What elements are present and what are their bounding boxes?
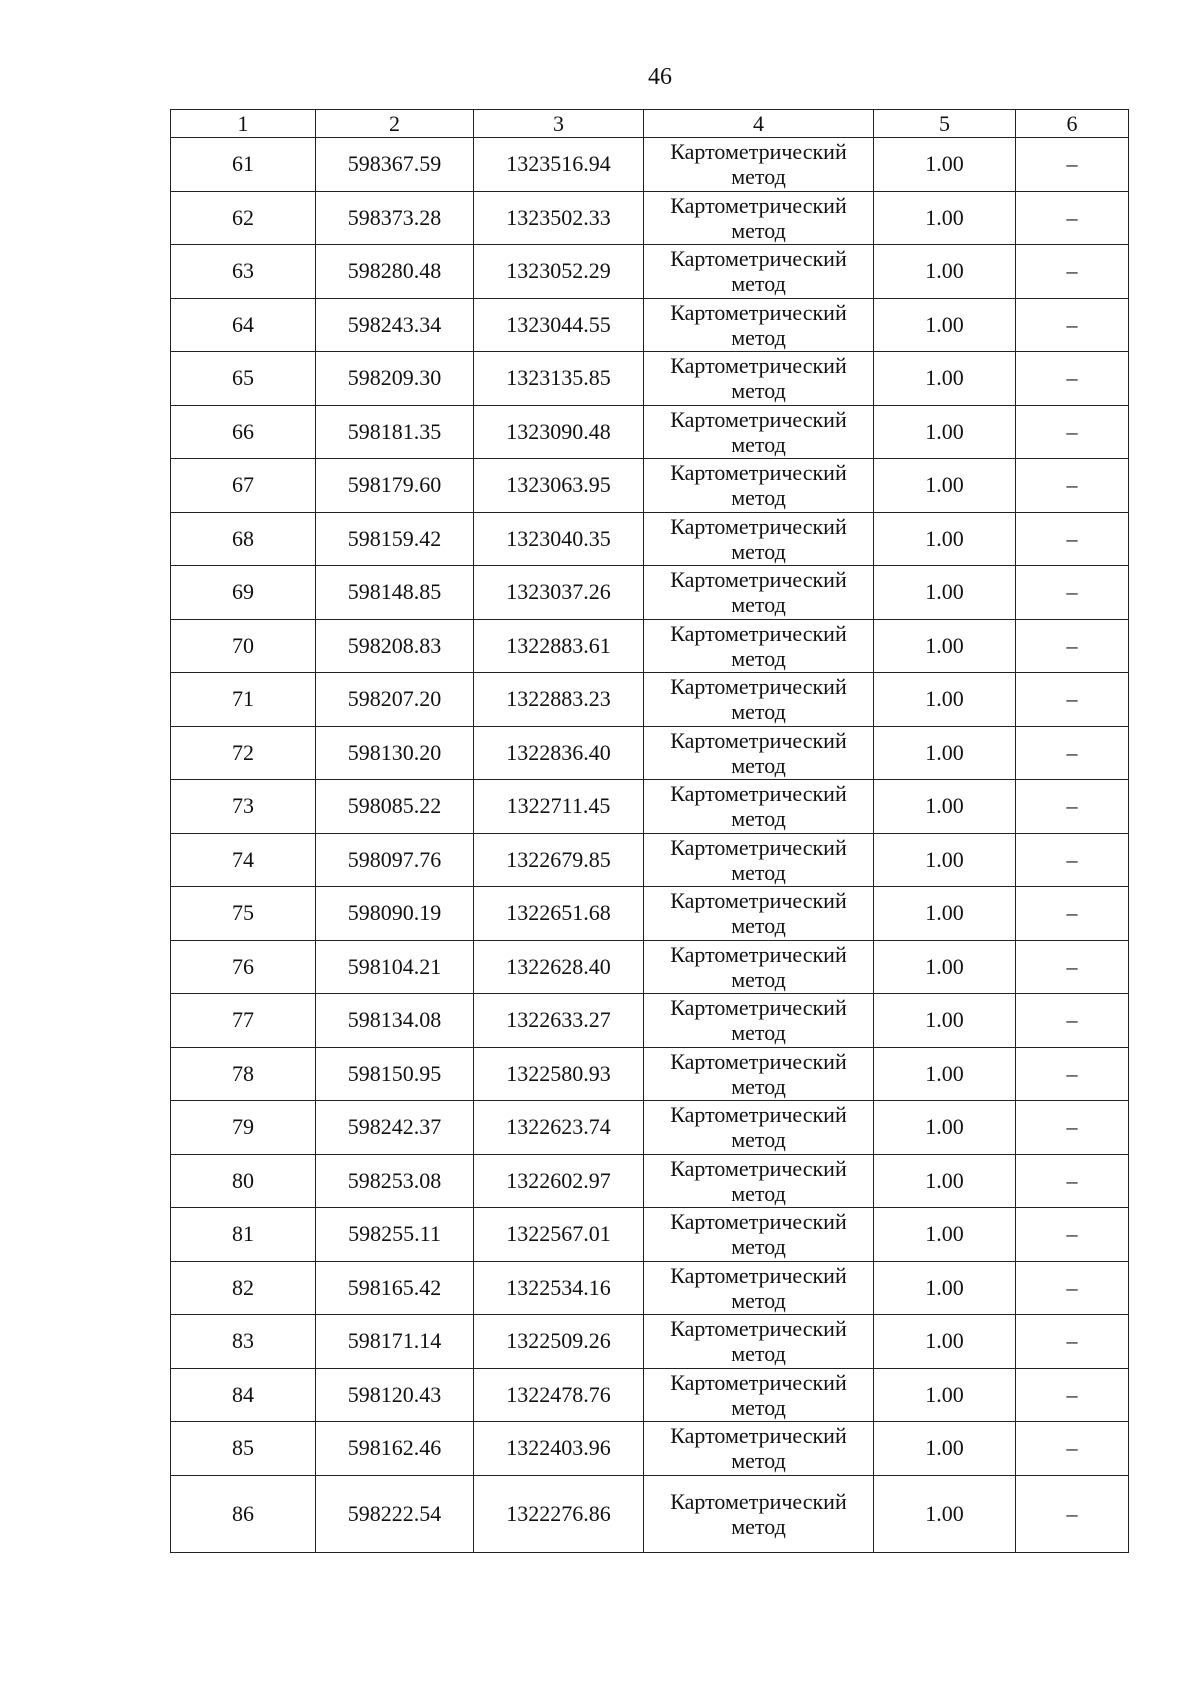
method-line-1: Картометрический — [670, 567, 847, 593]
method-cell — [644, 673, 874, 727]
accuracy-cell: 1.00 — [874, 245, 1016, 299]
accuracy-cell: 1.00 — [874, 1368, 1016, 1422]
x-coordinate-cell: 598120.43 — [316, 1368, 474, 1422]
y-coordinate-cell: 1323135.85 — [474, 352, 644, 406]
y-coordinate-cell: 1323063.95 — [474, 459, 644, 513]
note-cell: – — [1016, 1475, 1129, 1552]
note-cell: – — [1016, 138, 1129, 192]
accuracy-cell: 1.00 — [874, 1101, 1016, 1155]
method-line-1: Картометрический — [670, 1209, 847, 1235]
accuracy-cell: 1.00 — [874, 619, 1016, 673]
method-line-2: метод — [731, 592, 786, 618]
table-row — [171, 1101, 1129, 1155]
x-coordinate-cell: 598280.48 — [316, 245, 474, 299]
method-line-2: метод — [731, 1394, 786, 1420]
note-cell: – — [1016, 887, 1129, 941]
method-cell — [644, 1368, 874, 1422]
y-coordinate-cell: 1323044.55 — [474, 298, 644, 352]
method-cell — [644, 1315, 874, 1369]
accuracy-cell: 1.00 — [874, 1475, 1016, 1552]
note-cell: – — [1016, 940, 1129, 994]
method-cell — [644, 1047, 874, 1101]
column-header-5: 5 — [874, 110, 1016, 138]
method-line-2: метод — [731, 378, 786, 404]
accuracy-cell: 1.00 — [874, 566, 1016, 620]
x-coordinate-cell: 598209.30 — [316, 352, 474, 406]
method-line-1: Картометрический — [670, 1369, 847, 1395]
y-coordinate-cell: 1322478.76 — [474, 1368, 644, 1422]
table-row — [171, 833, 1129, 887]
point-number-cell: 68 — [171, 512, 316, 566]
method-line-1: Картометрический — [670, 781, 847, 807]
method-cell — [644, 1101, 874, 1155]
x-coordinate-cell: 598181.35 — [316, 405, 474, 459]
x-coordinate-cell: 598243.34 — [316, 298, 474, 352]
table-row — [171, 191, 1129, 245]
accuracy-cell: 1.00 — [874, 1047, 1016, 1101]
note-cell: – — [1016, 1422, 1129, 1476]
x-coordinate-cell: 598130.20 — [316, 726, 474, 780]
note-cell: – — [1016, 1368, 1129, 1422]
point-number-cell: 81 — [171, 1208, 316, 1262]
table-body — [171, 138, 1129, 1553]
method-line-1: Картометрический — [670, 513, 847, 539]
method-line-2: метод — [731, 1127, 786, 1153]
column-header-4: 4 — [644, 110, 874, 138]
x-coordinate-cell: 598150.95 — [316, 1047, 474, 1101]
x-coordinate-cell: 598148.85 — [316, 566, 474, 620]
y-coordinate-cell: 1323040.35 — [474, 512, 644, 566]
accuracy-cell: 1.00 — [874, 780, 1016, 834]
method-line-2: метод — [731, 699, 786, 725]
method-cell — [644, 1475, 874, 1552]
point-number-cell: 84 — [171, 1368, 316, 1422]
x-coordinate-cell: 598242.37 — [316, 1101, 474, 1155]
method-line-1: Картометрический — [670, 727, 847, 753]
method-line-1: Картометрический — [670, 941, 847, 967]
table-row — [171, 138, 1129, 192]
accuracy-cell: 1.00 — [874, 1261, 1016, 1315]
y-coordinate-cell: 1322628.40 — [474, 940, 644, 994]
y-coordinate-cell: 1322567.01 — [474, 1208, 644, 1262]
method-line-2: метод — [731, 1513, 786, 1539]
accuracy-cell: 1.00 — [874, 512, 1016, 566]
x-coordinate-cell: 598134.08 — [316, 994, 474, 1048]
table-row — [171, 1315, 1129, 1369]
accuracy-cell: 1.00 — [874, 191, 1016, 245]
point-number-cell: 61 — [171, 138, 316, 192]
note-cell: – — [1016, 1208, 1129, 1262]
method-line-2: метод — [731, 485, 786, 511]
y-coordinate-cell: 1322403.96 — [474, 1422, 644, 1476]
y-coordinate-cell: 1322836.40 — [474, 726, 644, 780]
point-number-cell: 73 — [171, 780, 316, 834]
table-row — [171, 1368, 1129, 1422]
table-row — [171, 1047, 1129, 1101]
note-cell: – — [1016, 566, 1129, 620]
coordinates-table — [170, 109, 1129, 1553]
note-cell: – — [1016, 1047, 1129, 1101]
point-number-cell: 76 — [171, 940, 316, 994]
table-row — [171, 245, 1129, 299]
point-number-cell: 70 — [171, 619, 316, 673]
note-cell: – — [1016, 1315, 1129, 1369]
method-cell — [644, 298, 874, 352]
table-row — [171, 1154, 1129, 1208]
method-line-1: Картометрический — [670, 888, 847, 914]
note-cell: – — [1016, 1154, 1129, 1208]
point-number-cell: 67 — [171, 459, 316, 513]
y-coordinate-cell: 1323037.26 — [474, 566, 644, 620]
column-header-2: 2 — [316, 110, 474, 138]
point-number-cell: 71 — [171, 673, 316, 727]
accuracy-cell: 1.00 — [874, 1315, 1016, 1369]
method-cell — [644, 994, 874, 1048]
note-cell: – — [1016, 619, 1129, 673]
method-line-2: метод — [731, 271, 786, 297]
accuracy-cell: 1.00 — [874, 726, 1016, 780]
accuracy-cell: 1.00 — [874, 887, 1016, 941]
note-cell: – — [1016, 1261, 1129, 1315]
method-line-2: метод — [731, 538, 786, 564]
point-number-cell: 85 — [171, 1422, 316, 1476]
table-row — [171, 619, 1129, 673]
point-number-cell: 72 — [171, 726, 316, 780]
method-cell — [644, 405, 874, 459]
method-line-2: метод — [731, 164, 786, 190]
y-coordinate-cell: 1322651.68 — [474, 887, 644, 941]
accuracy-cell: 1.00 — [874, 405, 1016, 459]
method-line-1: Картометрический — [670, 406, 847, 432]
table-row — [171, 940, 1129, 994]
table-row — [171, 726, 1129, 780]
column-header-1: 1 — [171, 110, 316, 138]
method-line-2: метод — [731, 806, 786, 832]
method-cell — [644, 352, 874, 406]
table-row — [171, 459, 1129, 513]
method-line-1: Картометрический — [670, 192, 847, 218]
method-cell — [644, 940, 874, 994]
point-number-cell: 66 — [171, 405, 316, 459]
accuracy-cell: 1.00 — [874, 673, 1016, 727]
method-line-1: Картометрический — [670, 460, 847, 486]
point-number-cell: 79 — [171, 1101, 316, 1155]
method-line-1: Картометрический — [670, 246, 847, 272]
x-coordinate-cell: 598159.42 — [316, 512, 474, 566]
method-line-1: Картометрический — [670, 1048, 847, 1074]
method-cell — [644, 1261, 874, 1315]
method-cell — [644, 245, 874, 299]
method-cell — [644, 833, 874, 887]
y-coordinate-cell: 1323052.29 — [474, 245, 644, 299]
method-line-2: метод — [731, 217, 786, 243]
method-line-2: метод — [731, 1073, 786, 1099]
table-row — [171, 673, 1129, 727]
accuracy-cell: 1.00 — [874, 459, 1016, 513]
accuracy-cell: 1.00 — [874, 1422, 1016, 1476]
x-coordinate-cell: 598162.46 — [316, 1422, 474, 1476]
header-row — [171, 110, 1129, 138]
table-row — [171, 780, 1129, 834]
column-header-3: 3 — [474, 110, 644, 138]
method-cell — [644, 566, 874, 620]
point-number-cell: 65 — [171, 352, 316, 406]
x-coordinate-cell: 598373.28 — [316, 191, 474, 245]
column-header-6: 6 — [1016, 110, 1129, 138]
table-row — [171, 352, 1129, 406]
x-coordinate-cell: 598222.54 — [316, 1475, 474, 1552]
method-cell — [644, 1208, 874, 1262]
point-number-cell: 82 — [171, 1261, 316, 1315]
point-number-cell: 77 — [171, 994, 316, 1048]
table-row — [171, 887, 1129, 941]
point-number-cell: 86 — [171, 1475, 316, 1552]
method-line-1: Картометрический — [670, 353, 847, 379]
table-row — [171, 566, 1129, 620]
point-number-cell: 83 — [171, 1315, 316, 1369]
method-line-1: Картометрический — [670, 1155, 847, 1181]
method-line-2: метод — [731, 752, 786, 778]
method-line-2: метод — [731, 859, 786, 885]
method-line-2: метод — [731, 1448, 786, 1474]
x-coordinate-cell: 598097.76 — [316, 833, 474, 887]
note-cell: – — [1016, 833, 1129, 887]
point-number-cell: 80 — [171, 1154, 316, 1208]
method-cell — [644, 726, 874, 780]
method-line-2: метод — [731, 1341, 786, 1367]
method-cell — [644, 887, 874, 941]
table-row — [171, 298, 1129, 352]
x-coordinate-cell: 598367.59 — [316, 138, 474, 192]
table-header — [171, 110, 1129, 138]
method-line-1: Картометрический — [670, 1262, 847, 1288]
method-cell — [644, 512, 874, 566]
x-coordinate-cell: 598085.22 — [316, 780, 474, 834]
note-cell: – — [1016, 1101, 1129, 1155]
note-cell: – — [1016, 298, 1129, 352]
method-line-2: метод — [731, 1180, 786, 1206]
point-number-cell: 69 — [171, 566, 316, 620]
note-cell: – — [1016, 673, 1129, 727]
method-line-1: Картометрический — [670, 620, 847, 646]
method-cell — [644, 1422, 874, 1476]
y-coordinate-cell: 1323090.48 — [474, 405, 644, 459]
accuracy-cell: 1.00 — [874, 1154, 1016, 1208]
accuracy-cell: 1.00 — [874, 298, 1016, 352]
method-line-2: метод — [731, 1234, 786, 1260]
point-number-cell: 63 — [171, 245, 316, 299]
note-cell: – — [1016, 352, 1129, 406]
table-row — [171, 1261, 1129, 1315]
x-coordinate-cell: 598165.42 — [316, 1261, 474, 1315]
method-line-2: метод — [731, 1287, 786, 1313]
table-row — [171, 1422, 1129, 1476]
accuracy-cell: 1.00 — [874, 833, 1016, 887]
note-cell: – — [1016, 780, 1129, 834]
y-coordinate-cell: 1322602.97 — [474, 1154, 644, 1208]
note-cell: – — [1016, 994, 1129, 1048]
method-line-1: Картометрический — [670, 1316, 847, 1342]
method-line-1: Картометрический — [670, 1488, 847, 1514]
method-line-1: Картометрический — [670, 139, 847, 165]
y-coordinate-cell: 1322711.45 — [474, 780, 644, 834]
x-coordinate-cell: 598104.21 — [316, 940, 474, 994]
y-coordinate-cell: 1323502.33 — [474, 191, 644, 245]
y-coordinate-cell: 1322623.74 — [474, 1101, 644, 1155]
table-row — [171, 405, 1129, 459]
method-cell — [644, 138, 874, 192]
accuracy-cell: 1.00 — [874, 138, 1016, 192]
note-cell: – — [1016, 459, 1129, 513]
method-line-2: метод — [731, 1020, 786, 1046]
accuracy-cell: 1.00 — [874, 1208, 1016, 1262]
table-row — [171, 1208, 1129, 1262]
x-coordinate-cell: 598208.83 — [316, 619, 474, 673]
x-coordinate-cell: 598207.20 — [316, 673, 474, 727]
note-cell: – — [1016, 726, 1129, 780]
point-number-cell: 62 — [171, 191, 316, 245]
y-coordinate-cell: 1322633.27 — [474, 994, 644, 1048]
x-coordinate-cell: 598090.19 — [316, 887, 474, 941]
method-line-1: Картометрический — [670, 995, 847, 1021]
method-cell — [644, 191, 874, 245]
x-coordinate-cell: 598179.60 — [316, 459, 474, 513]
point-number-cell: 74 — [171, 833, 316, 887]
method-cell — [644, 1154, 874, 1208]
y-coordinate-cell: 1322534.16 — [474, 1261, 644, 1315]
method-line-1: Картометрический — [670, 299, 847, 325]
accuracy-cell: 1.00 — [874, 940, 1016, 994]
y-coordinate-cell: 1322883.23 — [474, 673, 644, 727]
y-coordinate-cell: 1322580.93 — [474, 1047, 644, 1101]
x-coordinate-cell: 598171.14 — [316, 1315, 474, 1369]
point-number-cell: 78 — [171, 1047, 316, 1101]
y-coordinate-cell: 1322509.26 — [474, 1315, 644, 1369]
y-coordinate-cell: 1322679.85 — [474, 833, 644, 887]
method-line-1: Картометрический — [670, 1102, 847, 1128]
method-line-2: метод — [731, 913, 786, 939]
method-cell — [644, 459, 874, 513]
table-row — [171, 994, 1129, 1048]
point-number-cell: 64 — [171, 298, 316, 352]
note-cell: – — [1016, 245, 1129, 299]
method-line-2: метод — [731, 645, 786, 671]
y-coordinate-cell: 1322276.86 — [474, 1475, 644, 1552]
page-number: 46 — [648, 64, 672, 90]
method-cell — [644, 780, 874, 834]
note-cell: – — [1016, 191, 1129, 245]
method-line-1: Картометрический — [670, 674, 847, 700]
method-line-2: метод — [731, 431, 786, 457]
method-line-2: метод — [731, 966, 786, 992]
accuracy-cell: 1.00 — [874, 994, 1016, 1048]
method-cell — [644, 619, 874, 673]
method-line-1: Картометрический — [670, 1423, 847, 1449]
x-coordinate-cell: 598255.11 — [316, 1208, 474, 1262]
accuracy-cell: 1.00 — [874, 352, 1016, 406]
note-cell: – — [1016, 512, 1129, 566]
point-number-cell: 75 — [171, 887, 316, 941]
method-line-1: Картометрический — [670, 834, 847, 860]
method-line-2: метод — [731, 324, 786, 350]
note-cell: – — [1016, 405, 1129, 459]
table-row — [171, 512, 1129, 566]
table-row — [171, 1475, 1129, 1552]
y-coordinate-cell: 1323516.94 — [474, 138, 644, 192]
x-coordinate-cell: 598253.08 — [316, 1154, 474, 1208]
y-coordinate-cell: 1322883.61 — [474, 619, 644, 673]
